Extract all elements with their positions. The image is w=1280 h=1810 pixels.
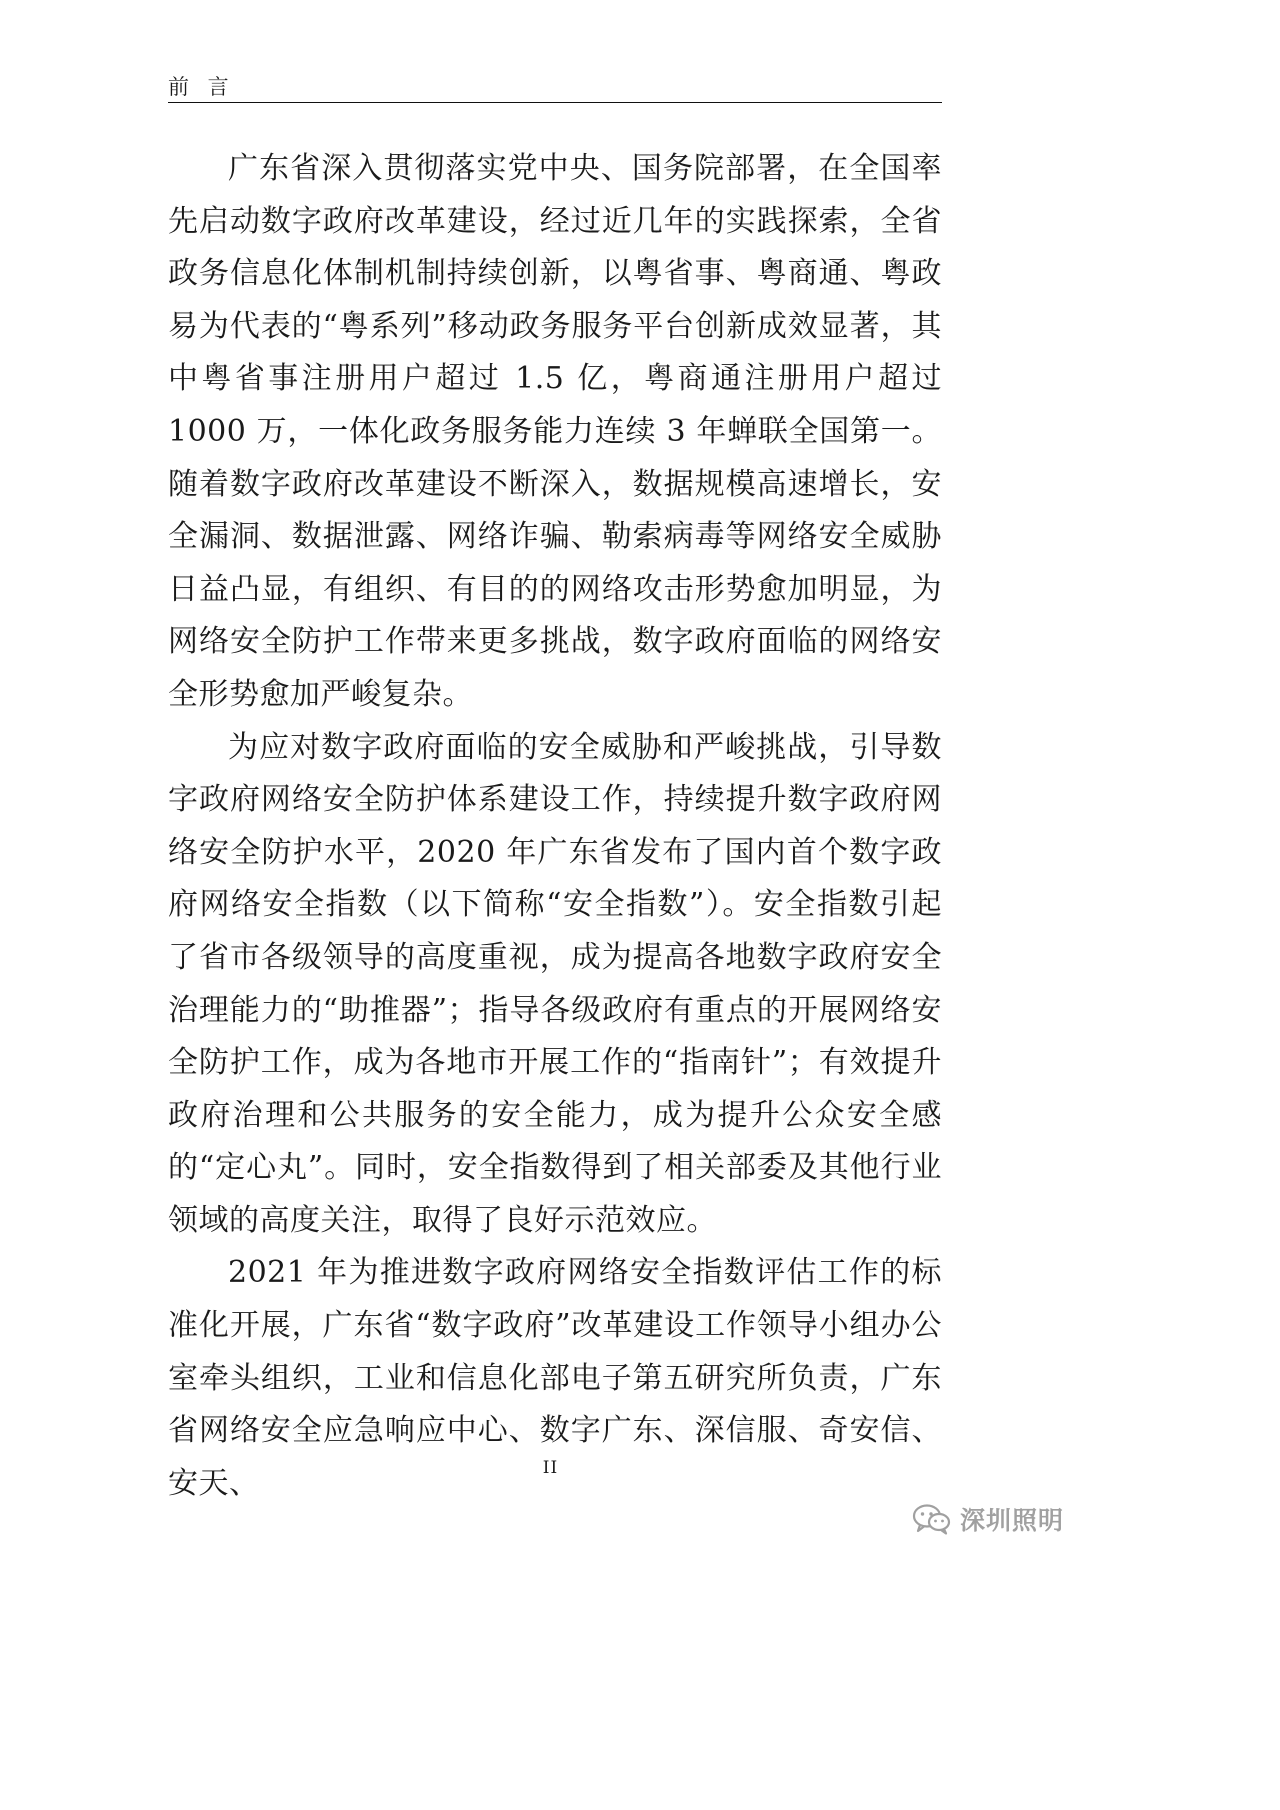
watermark xyxy=(912,1499,1064,1539)
watermark-text: 深圳照明 xyxy=(960,1506,1065,1535)
section-title: 前 言 xyxy=(168,75,235,99)
page-header xyxy=(168,74,942,103)
page-number: II xyxy=(542,1458,559,1478)
wechat-icon xyxy=(912,1503,952,1535)
body-text xyxy=(168,143,942,1510)
paragraph-1: 广东省深入贯彻落实党中央、国务院部署，在全国率先启动数字政府改革建设，经过近几年的实践探索，全省政务信息化体制机制持续创新，以粤省事、粤商通、粤政易为代表的“粤系列”移动政务服务平台创新成效显著，其中粤省事注册用户超过 1.5 亿，粤商通注册用户超过 1000 万，一体化政务服务能力连续 3 年蝉联全国第一。随着数字政府改革建设不断深入，数据规模高速增长，安全漏洞、数据泄露、网络诈骗、勒索病毒等网络安全威胁日益凸显，有组织、有目的的网络攻击形势愈加明显，为网络安全防护工作带来更多挑战，数字政府面临的网络安全形势愈加严峻复杂。 xyxy=(168,151,942,712)
paragraph-3: 2021 年为推进数字政府网络安全指数评估工作的标准化开展，广东省“数字政府”改革建设工作领导小组办公室牵头组织，工业和信息化部电子第五研究所负责，广东省网络安全应急响应中心、数字广东、深信服、奇安信、安天、 xyxy=(168,1255,942,1501)
paragraph-2: 为应对数字政府面临的安全威胁和严峻挑战，引导数字政府网络安全防护体系建设工作，持续提升数字政府网络安全防护水平，2020 年广东省发布了国内首个数字政府网络安全指数（以下简称“安全指数”）。安全指数引起了省市各级领导的高度重视，成为提高各地数字政府安全治理能力的“助推器”；指导各级政府有重点的开展网络安全防护工作，成为各地市开展工作的“指南针”；有效提升政府治理和公共服务的安全能力，成为提升公众安全感的“定心丸”。同时，安全指数得到了相关部委及其他行业领域的高度关注，取得了良好示范效应。 xyxy=(168,729,942,1238)
